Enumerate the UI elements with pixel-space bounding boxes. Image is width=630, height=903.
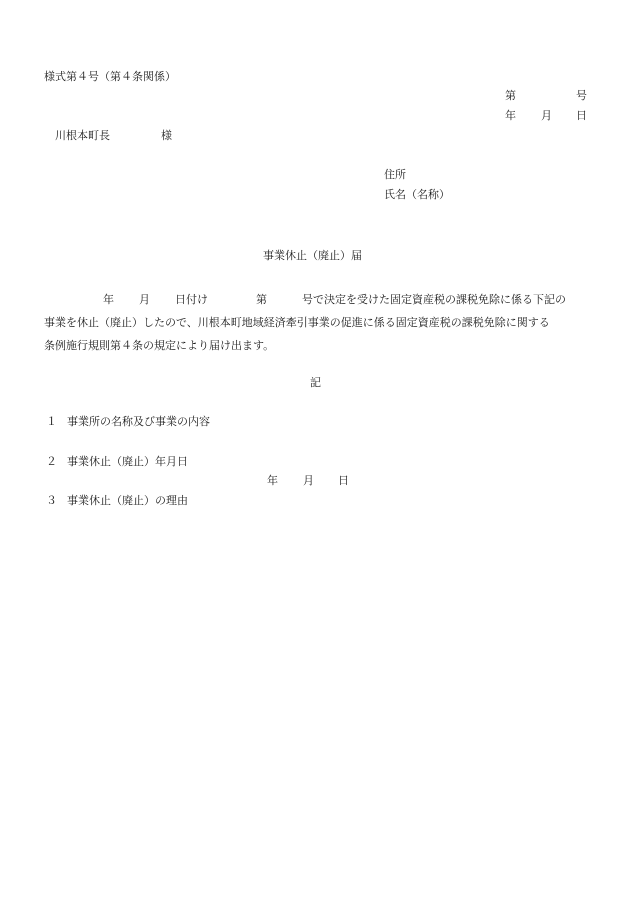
- item-2-year: 年: [267, 474, 278, 487]
- item-2-day: 日: [338, 474, 349, 487]
- body-line-2: 事業を休止（廃止）したので、川根本町地域経済牽引事業の促進に係る固定資産税の課税免除に関する: [44, 316, 550, 329]
- doc-number-suffix: 号: [576, 89, 587, 102]
- item-3-number: ３: [46, 494, 57, 507]
- item-1-label: 事業所の名称及び事業の内容: [67, 415, 210, 428]
- item-2-label: 事業休止（廃止）年月日: [67, 455, 188, 468]
- addressee-honorific: 様: [161, 129, 172, 142]
- body-line-1: [44, 288, 589, 311]
- doc-number-prefix: 第: [505, 89, 516, 102]
- document-title: 事業休止（廃止）届: [263, 249, 362, 262]
- applicant-name-label: 氏名（名称）: [384, 188, 450, 201]
- applicant-address-label: 住所: [384, 168, 406, 181]
- body-month: 月: [139, 293, 150, 306]
- body-line-3: 条例施行規則第４条の規定により届け出ます。: [44, 339, 275, 352]
- body-paragraph: [44, 288, 589, 357]
- body-date-suffix: 日付け: [175, 293, 208, 306]
- date-month: 月: [541, 109, 552, 122]
- addressee-name: 川根本町長: [55, 129, 110, 142]
- date-year: 年: [505, 109, 516, 122]
- item-3-label: 事業休止（廃止）の理由: [67, 494, 188, 507]
- item-1-number: １: [46, 415, 57, 428]
- form-label: 様式第４号（第４条関係）: [44, 70, 176, 83]
- date-day: 日: [576, 109, 587, 122]
- body-year: 年: [103, 293, 114, 306]
- body-line-1-rest: 号で決定を受けた固定資産税の課税免除に係る下記の: [302, 293, 566, 306]
- item-2-month: 月: [303, 474, 314, 487]
- item-2-number: ２: [46, 455, 57, 468]
- ki-heading: 記: [310, 376, 321, 389]
- body-no-prefix: 第: [256, 293, 267, 306]
